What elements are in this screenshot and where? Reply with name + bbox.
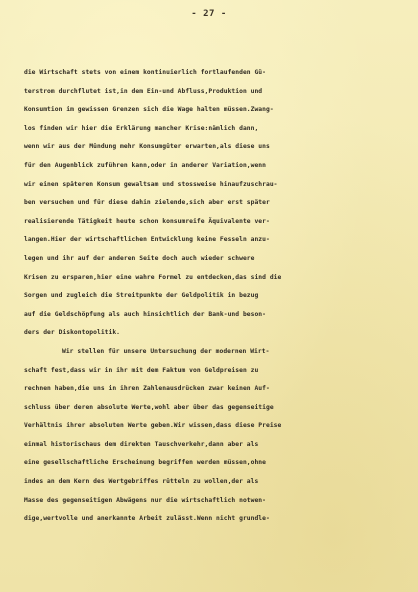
text-line: wir einen späteren Konsum gewaltsam und stossweise hinaufzuschrau-: [24, 180, 278, 188]
text-line: auf die Geldschöpfung als auch hinsichtlich der Bank-und beson-: [24, 310, 266, 318]
text-line: realisierende Tätigkeit heute schon konsumreife Äquivalente ver-: [24, 217, 270, 225]
text-line: die Wirtschaft stets von einem kontinuierlich fortlaufenden Gü-: [24, 69, 266, 76]
text-line: schluss über deren absolute Werte,wohl aber über das gegenseitige: [24, 403, 274, 411]
text-line: schaft fest,dass wir in ihr mit dem Faktum von Geldpreisen zu: [24, 366, 259, 374]
text-line: langen.Hier der wirtschaftlichen Entwicklung keine Fesseln anzu-: [24, 236, 270, 244]
text-line: Konsumtion im gewissen Grenzen sich die Wage halten müssen.Zwang-: [24, 106, 274, 114]
text-line: terstrom durchflutet ist,in dem Ein-und Abfluss,Produktion und: [24, 87, 263, 95]
text-line: los finden wir hier die Erklärung mancher Krise:nämlich dann,: [24, 124, 259, 132]
text-line: Masse des gegenseitigen Abwägens nur die wirtschaftlich notwen-: [24, 496, 266, 504]
text-line: eine gesellschaftliche Erscheinung begriffen werden müssen,ohne: [24, 459, 266, 467]
text-line: legen und ihr auf der anderen Seite doch auch wieder schwere: [24, 254, 255, 262]
text-line: einmal historischaus dem direkten Tauschverkehr,dann aber als: [24, 440, 259, 448]
text-line: Krisen zu ersparen,hier eine wahre Formel zu entdecken,das sind die: [24, 273, 282, 281]
text-line: ders der Diskontopolitik.: [24, 329, 121, 337]
text-line: für den Augenblick zuführen kann,oder in anderer Variation,wenn: [24, 161, 266, 169]
text-line: Sorgen und zugleich die Streitpunkte der Geldpolitik in bezug: [24, 292, 259, 300]
text-line: dige,wertvolle und anerkannte Arbeit zulässt.Wenn nicht grundle-: [24, 515, 270, 523]
text-line: rechnen haben,die uns in ihren Zahlenausdrücken zwar keinen Auf-: [24, 385, 270, 393]
page-number: - 27 -: [191, 9, 227, 19]
text-line: wenn wir aus der Mündung mehr Konsumgüter erwarten,als diese uns: [24, 143, 270, 151]
text-line: Verhältnis ihrer absoluten Werte geben.Wir wissen,dass diese Preise: [24, 422, 282, 430]
text-line: ben versuchen und für diese dahin zielende,sich aber erst später: [24, 199, 270, 207]
body-text: [24, 64, 404, 529]
paragraph-start-line: Wir stellen für unsere Untersuchung der modernen Wirt-: [62, 347, 270, 355]
text-line: indes an dem Kern des Wertgebriffes rütteln zu wollen,der als: [24, 478, 259, 486]
